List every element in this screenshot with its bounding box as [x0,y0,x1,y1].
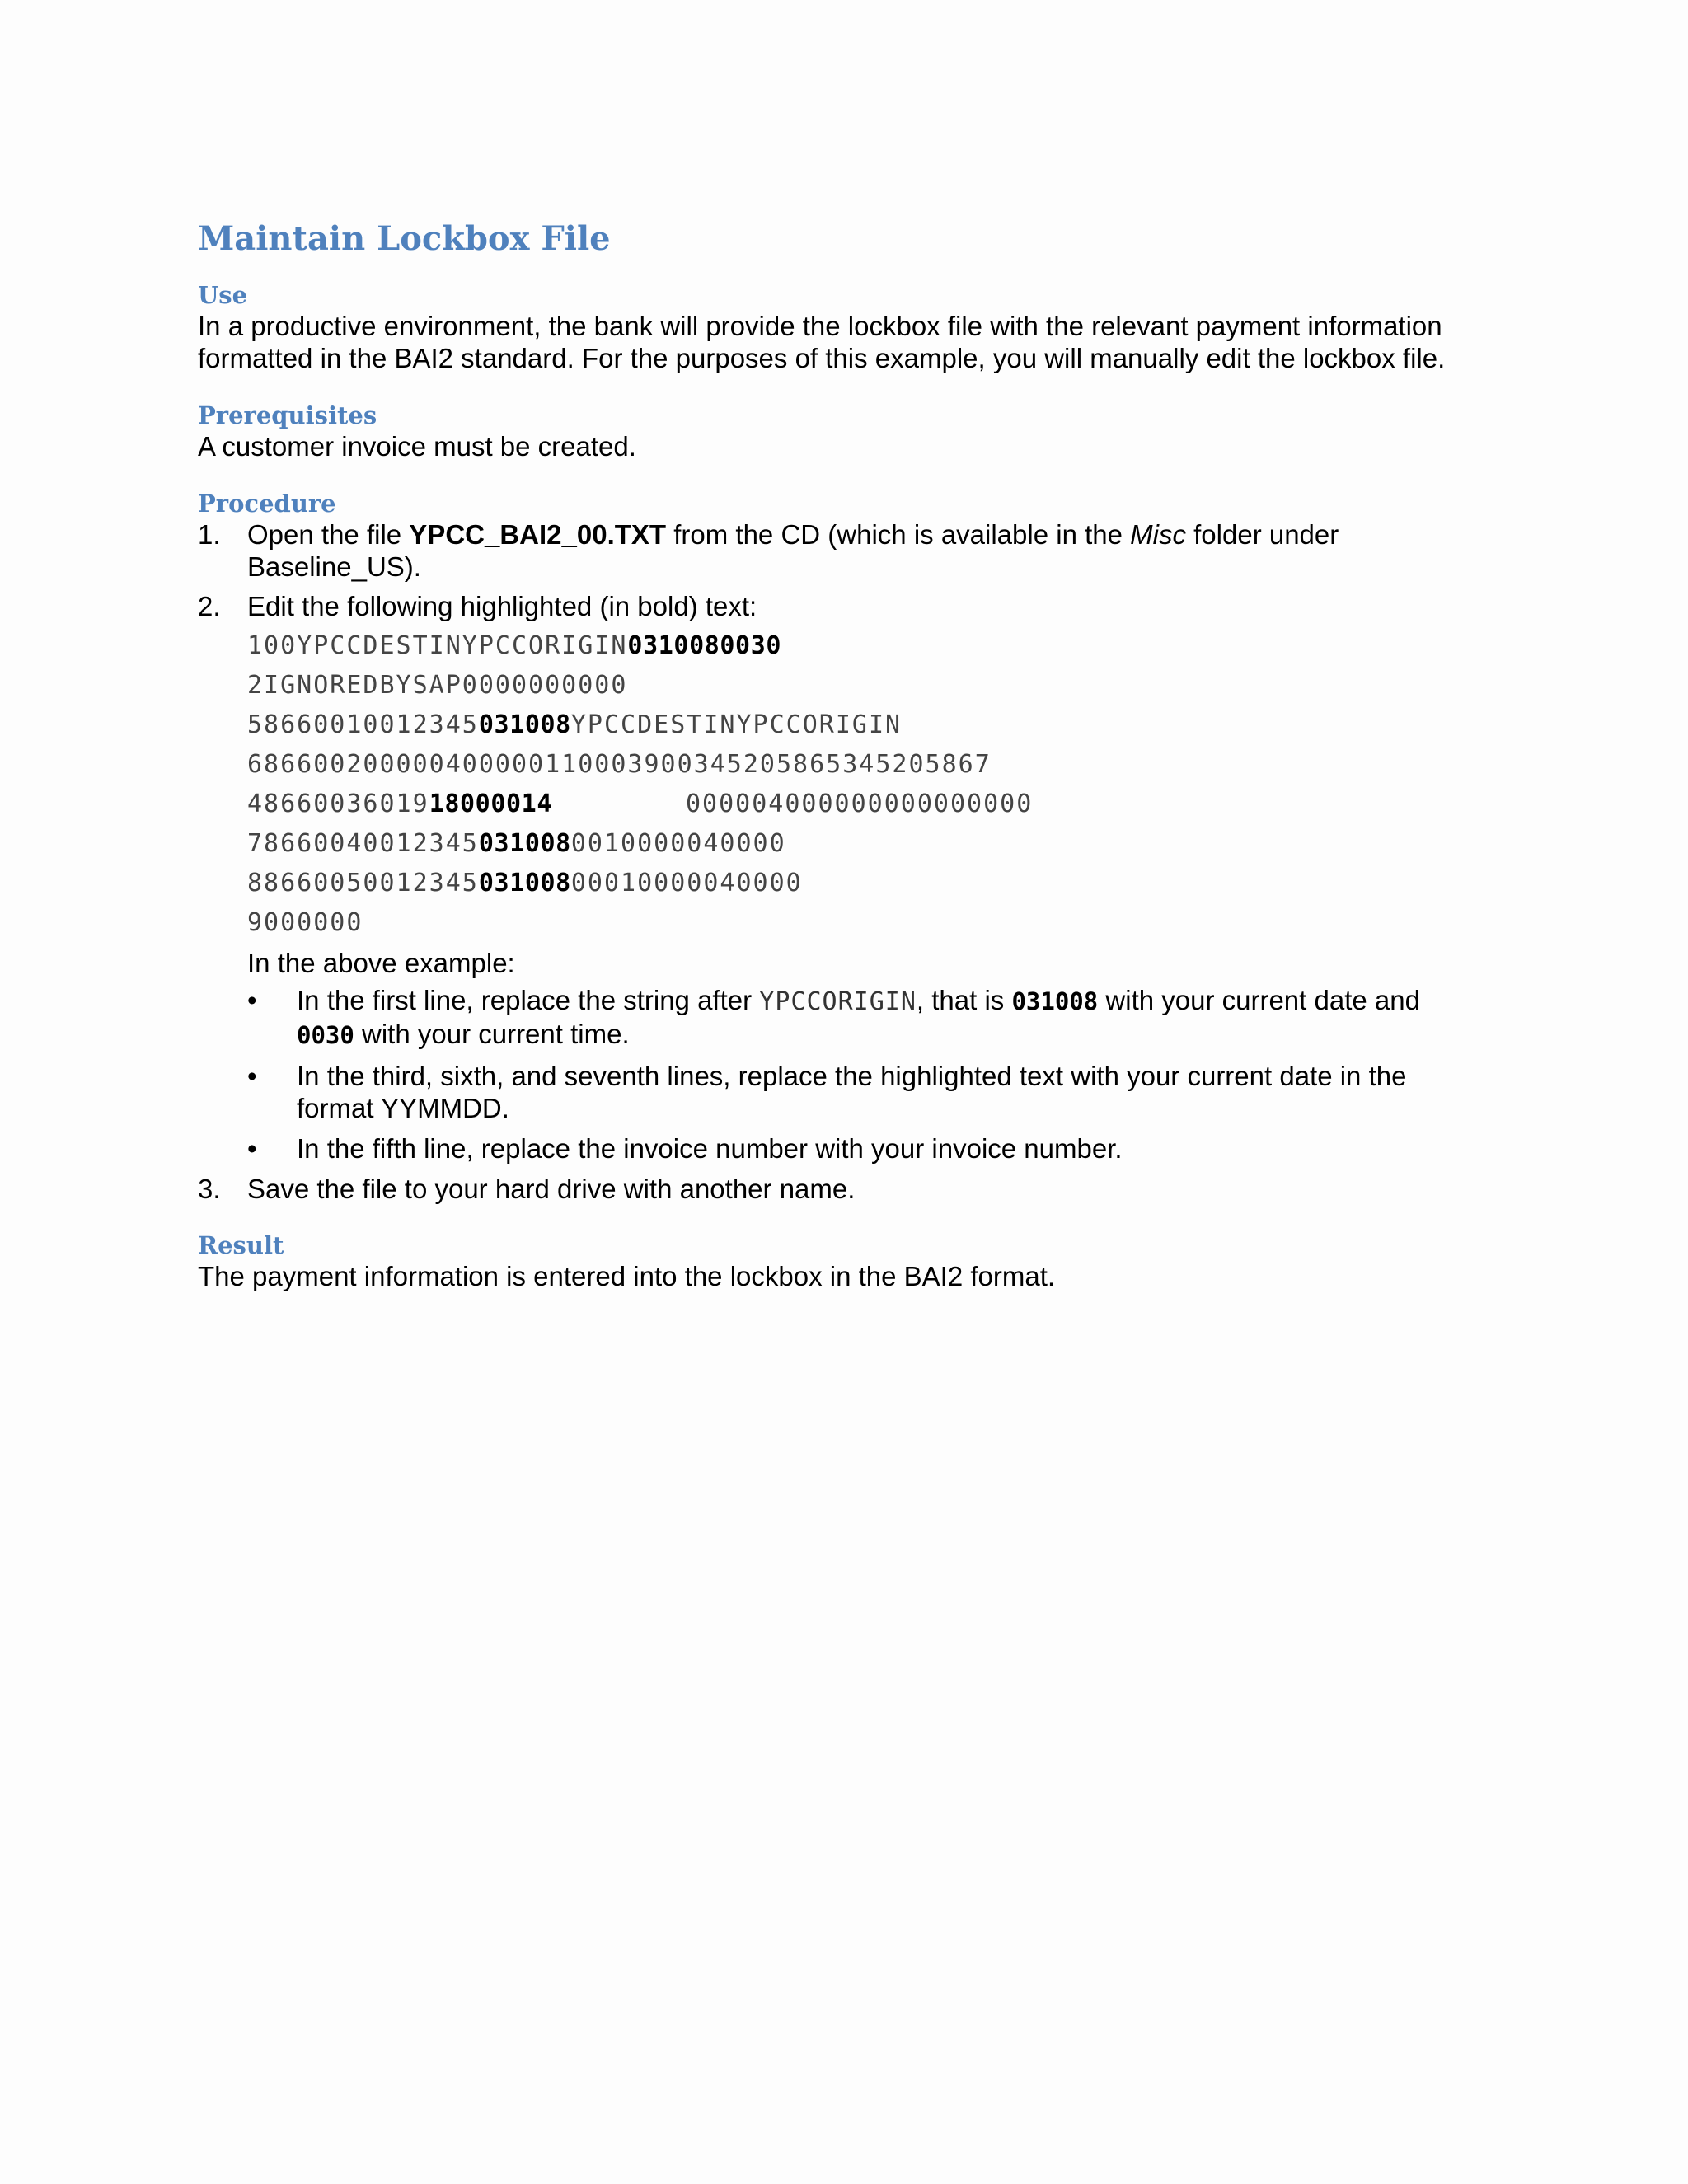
step-2-bullets [247,984,1484,1165]
use-text [198,310,1484,374]
procedure-steps [198,518,1484,1205]
code-text: 00010000040000 [570,869,803,898]
bullet-dot: • [247,985,257,1015]
code-text: 88660050012345 [247,869,479,898]
code-highlight: 031008 [478,710,571,739]
code-line-6 [247,824,1484,864]
procedure-step-1 [198,518,1484,583]
inline-code-bold: 0030 [297,1021,354,1049]
bullet-1-text-a: In the first line, replace the string after [297,985,760,1015]
code-line-3 [247,705,1484,745]
file-name: YPCC_BAI2_00.TXT [409,519,667,550]
inline-code-bold: 031008 [1011,987,1099,1015]
bullet-dot: • [247,1061,257,1091]
code-line-4 [247,745,1484,785]
procedure-section [198,489,1484,1205]
step-2-after-text: In the above example: [247,948,515,978]
code-text: 686600200000400000110003900345205865345205867 [247,750,992,779]
step-2-text: Edit the following highlighted (in bold) text: [247,591,757,621]
step-1-text-d: Baseline_US). [247,551,421,582]
code-text: 58660010012345 [247,710,479,739]
folder-name: Misc [1130,519,1186,550]
step-1-text-b: from the CD (which is available in the [666,519,1131,550]
code-highlight: 0310080030 [627,631,782,660]
code-text: 100YPCCDESTINYPCCORIGIN [247,631,628,660]
code-highlight: 18000014 [429,790,552,818]
lockbox-code-block [247,626,1484,943]
use-heading: Use [198,281,248,309]
code-text: 78660040012345 [247,829,479,858]
code-line-8 [247,903,1484,943]
code-text: 2IGNOREDBYSAP0000000000 [247,671,628,700]
prerequisites-text: A customer invoice must be created. [198,431,636,462]
step-number: 3. [198,1174,221,1204]
code-text: 000004000000000000000 [685,790,1034,818]
bullet-3-text: In the fifth line, replace the invoice number with your invoice number. [297,1133,1123,1164]
result-heading: Result [198,1231,284,1259]
bullet-item-3 [247,1132,1484,1165]
bullet-dot: • [247,1133,257,1164]
bullet-1-text-d: with your current time. [354,1019,630,1049]
procedure-step-3 [198,1173,1484,1205]
bullet-item-2 [247,1060,1484,1124]
step-3-text: Save the file to your hard drive with another name. [247,1174,856,1204]
bullet-1-text-c: with your current date and [1098,985,1420,1015]
result-text: The payment information is entered into the lockbox in the BAI2 format. [198,1261,1056,1291]
code-text: 0010000040000 [570,829,786,858]
bullet-item-1 [247,984,1484,1052]
step-1-text-c: folder under [1185,519,1339,550]
procedure-heading: Procedure [198,490,336,518]
code-line-2 [247,666,1484,705]
bullet-2-text-b: format YYMMDD. [297,1093,509,1123]
code-highlight: 031008 [478,869,571,898]
prerequisites-heading: Prerequisites [198,401,377,429]
code-line-5 [247,785,1484,824]
inline-code: YPCCORIGIN [759,987,917,1016]
code-line-1 [247,626,1484,666]
page-title: Maintain Lockbox File [198,219,611,258]
code-highlight: 031008 [478,829,571,858]
bullet-2-text-a: In the third, sixth, and seventh lines, replace the highlighted text with your current date in the [297,1061,1407,1091]
procedure-step-2 [198,590,1484,1165]
step-number: 1. [198,519,221,550]
step-1-text-a: Open the file [247,519,410,550]
use-text-line-1: In a productive environment, the bank will provide the lockbox file with the relevant payment information [198,311,1442,341]
code-text: 9000000 [247,908,363,937]
step-number: 2. [198,591,221,621]
prerequisites-section [198,401,1484,462]
result-section [198,1230,1484,1292]
code-text: YPCCDESTINYPCCORIGIN [570,710,903,739]
use-section [198,280,1484,374]
code-text: 48660036019 [247,790,429,818]
document-page [198,216,1484,1292]
bullet-1-text-b: , that is [916,985,1012,1015]
use-text-line-2: formatted in the BAI2 standard. For the purposes of this example, you will manually edit the lockbox file. [198,343,1446,373]
code-line-7 [247,864,1484,903]
